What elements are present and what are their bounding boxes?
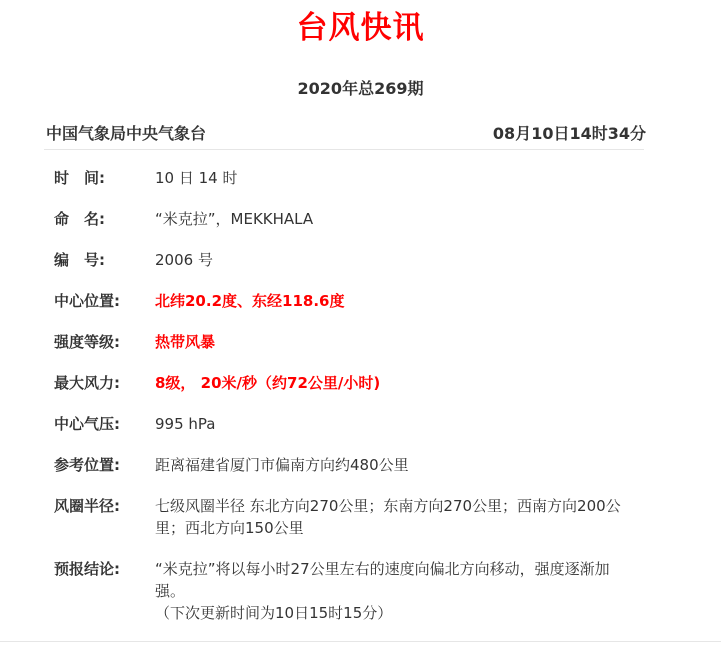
field-label: 风圈半径: [54,497,120,515]
field-value: 8级， 20米/秒（约72公里/小时) [155,374,381,392]
field-value: 北纬20.2度、东经118.6度 [155,292,345,310]
field-label: 参考位置: [54,456,120,474]
footer-divider [0,641,721,642]
field-value: 距离福建省厦门市偏南方向约480公里 [155,456,409,474]
issue-number: 2020年总269期 [297,79,424,98]
forecast-text: “米克拉”将以每小时27公里左右的速度向偏北方向移动，强度逐渐加强。 [155,560,610,600]
publish-time: 08月10日14时34分 [492,124,646,143]
next-update-note: （下次更新时间为10日15时15分） [155,604,393,622]
field-label: 编 号: [54,251,105,269]
field-label: 预报结论: [54,560,120,578]
field-value: 2006 号 [155,251,213,269]
bulletin-header [46,122,646,146]
header-divider [44,149,644,150]
page-title: 台风快讯 [296,10,425,46]
field-label: 强度等级: [54,333,120,351]
field-label: 中心位置: [54,292,120,310]
forecast-body [155,558,630,624]
field-label: 最大风力: [54,374,120,392]
field-value: “米克拉”，MEKKHALA [155,210,314,228]
field-value: 七级风圈半径 东北方向270公里；东南方向270公里；西南方向200公里；西北方向150公里 [155,497,621,537]
field-label: 命 名: [54,210,105,228]
field-value: 995 hPa [155,415,216,433]
agency-name: 中国气象局中央气象台 [46,124,207,143]
field-label: 时 间: [54,169,105,187]
field-value: 热带风暴 [155,333,216,351]
field-value: 10 日 14 时 [155,169,238,187]
field-label: 中心气压: [54,415,120,433]
